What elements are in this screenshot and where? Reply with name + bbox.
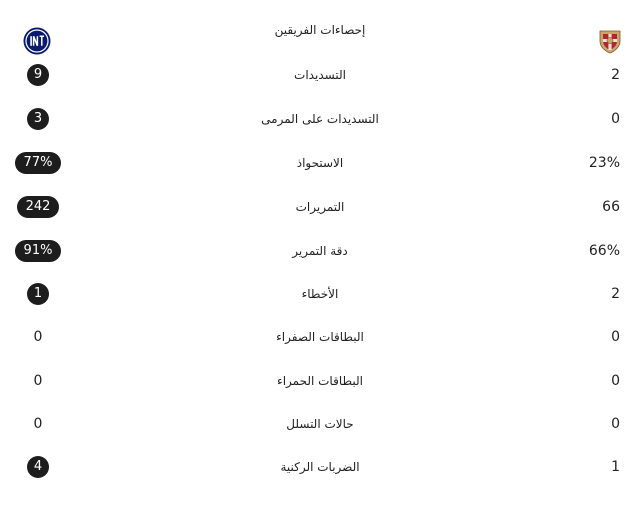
stat-row-red-cards: [0, 361, 640, 401]
away-shots-on-target-value: 3: [27, 108, 49, 130]
home-passes-value: 66: [602, 199, 620, 215]
away-passes-value: 242: [17, 196, 60, 218]
stat-row-possession: [0, 143, 640, 183]
stat-label-passes: التمريرات: [295, 200, 345, 214]
stats-header-row: [0, 10, 640, 50]
stat-label-yellow-cards: البطاقات الصفراء: [276, 330, 364, 344]
home-possession-value: 23%: [588, 155, 620, 171]
away-fouls-value: 1: [27, 283, 49, 305]
stat-row-shots: [0, 55, 640, 95]
inter-crest-icon: [23, 27, 51, 55]
home-shots-value: 2: [611, 67, 620, 83]
stat-label-red-cards: البطاقات الحمراء: [277, 374, 363, 388]
away-yellow-cards-value: 0: [33, 329, 43, 345]
stat-row-pass-accuracy: [0, 231, 640, 271]
stat-label-corners: الضربات الركنية: [280, 460, 360, 474]
stats-title: إحصاءات الفريقين: [274, 23, 366, 37]
away-possession-value: 77%: [15, 152, 62, 174]
home-red-cards-value: 0: [611, 373, 620, 389]
home-corners-value: 1: [611, 459, 620, 475]
stat-label-pass-accuracy: دقة التمرير: [292, 244, 348, 258]
home-pass-accuracy-value: 66%: [588, 243, 620, 259]
home-shots-on-target-value: 0: [611, 111, 620, 127]
home-fouls-value: 2: [611, 286, 620, 302]
stat-label-shots: التسديدات: [294, 68, 346, 82]
stat-row-yellow-cards: [0, 317, 640, 357]
stat-label-fouls: الأخطاء: [301, 287, 339, 301]
home-offsides-value: 0: [611, 416, 620, 432]
away-shots-value: 9: [27, 64, 49, 86]
stat-row-offsides: [0, 404, 640, 444]
stat-label-offsides: حالات التسلل: [286, 417, 354, 431]
stat-row-shots-on-target: [0, 99, 640, 139]
away-red-cards-value: 0: [33, 373, 43, 389]
stat-row-passes: [0, 187, 640, 227]
stat-label-shots-on-target: التسديدات على المرمى: [261, 112, 379, 126]
away-offsides-value: 0: [33, 416, 43, 432]
stat-row-corners: [0, 447, 640, 487]
home-yellow-cards-value: 0: [611, 329, 620, 345]
stat-row-fouls: [0, 274, 640, 314]
stat-label-possession: الاستحواذ: [296, 156, 344, 170]
away-pass-accuracy-value: 91%: [15, 240, 62, 262]
cremonese-crest-icon: [596, 27, 624, 55]
away-corners-value: 4: [27, 456, 49, 478]
